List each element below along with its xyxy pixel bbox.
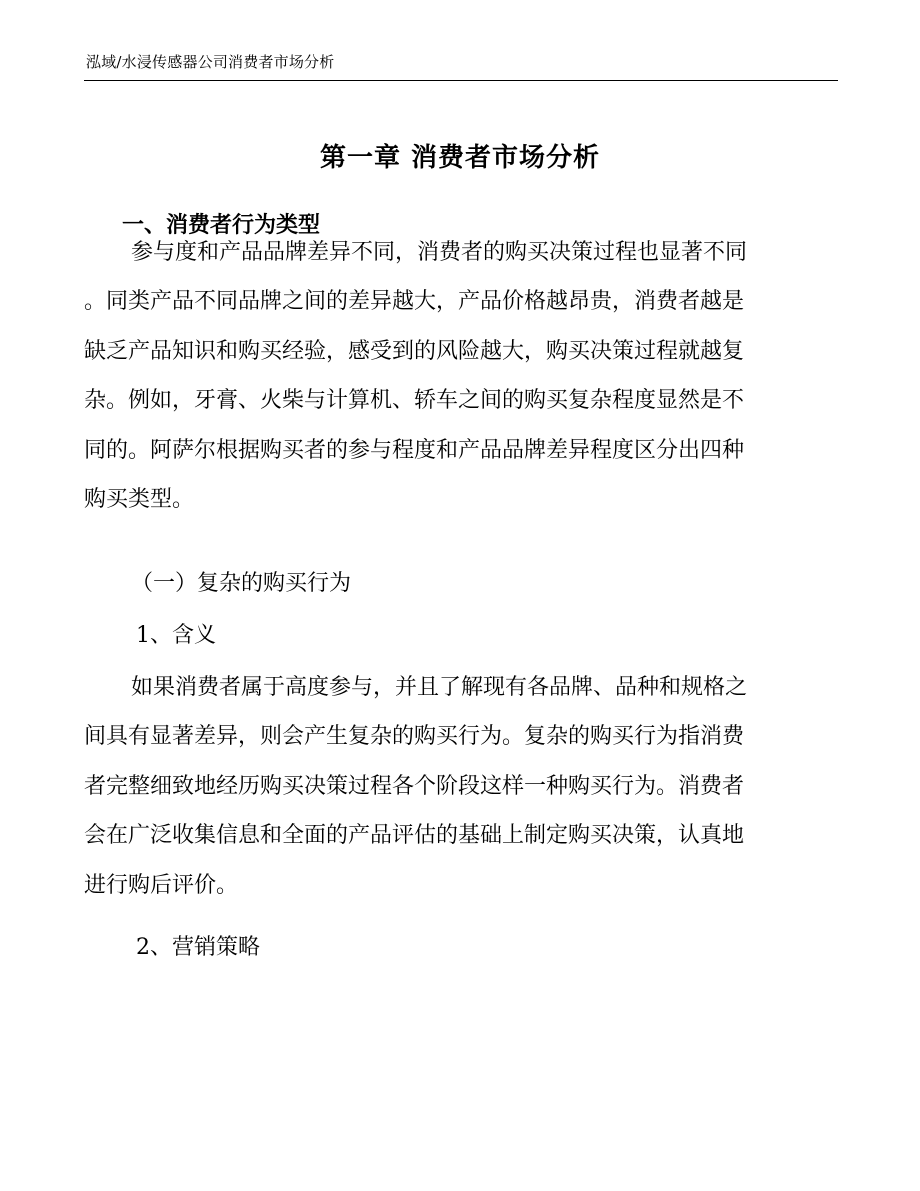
paragraph-line: 杂。例如，牙膏、火柴与计算机、轿车之间的购买复杂程度显然是不 <box>84 388 745 414</box>
section-heading: 一、消费者行为类型 <box>122 212 321 238</box>
subsection-heading: （一）复杂的购买行为 <box>131 571 352 596</box>
running-header: 泓域/水浸传感器公司消费者市场分析 <box>86 53 335 71</box>
paragraph-line: 如果消费者属于高度参与，并且了解现有各品牌、品种和规格之 <box>131 675 748 700</box>
paragraph-line: 参与度和产品品牌差异不同，消费者的购买决策过程也显著不同 <box>131 240 748 265</box>
item-heading-strategy: 2、营销策略 <box>136 935 260 960</box>
meaning-paragraph <box>84 663 747 910</box>
item-heading-meaning: 1、含义 <box>136 623 216 648</box>
header-divider <box>84 80 838 81</box>
paragraph-line: 会在广泛收集信息和全面的产品评估的基础上制定购买决策，认真地 <box>84 823 745 849</box>
paragraph-line: 间具有显著差异，则会产生复杂的购买行为。复杂的购买行为指消费 <box>84 724 745 750</box>
paragraph-line: 。同类产品不同品牌之间的差异越大，产品价格越昂贵，消费者越是 <box>84 289 745 315</box>
paragraph-line: 进行购后评价。 <box>84 872 239 898</box>
paragraph-line: 缺乏产品知识和购买经验，感受到的风险越大，购买决策过程就越复 <box>84 338 745 364</box>
section-paragraph <box>84 228 747 524</box>
paragraph-line: 者完整细致地经历购买决策过程各个阶段这样一种购买行为。消费者 <box>84 773 745 799</box>
paragraph-line: 同的。阿萨尔根据购买者的参与程度和产品品牌差异程度区分出四种 <box>84 437 745 463</box>
paragraph-line: 购买类型。 <box>84 486 195 512</box>
chapter-title: 第一章 消费者市场分析 <box>319 143 601 173</box>
